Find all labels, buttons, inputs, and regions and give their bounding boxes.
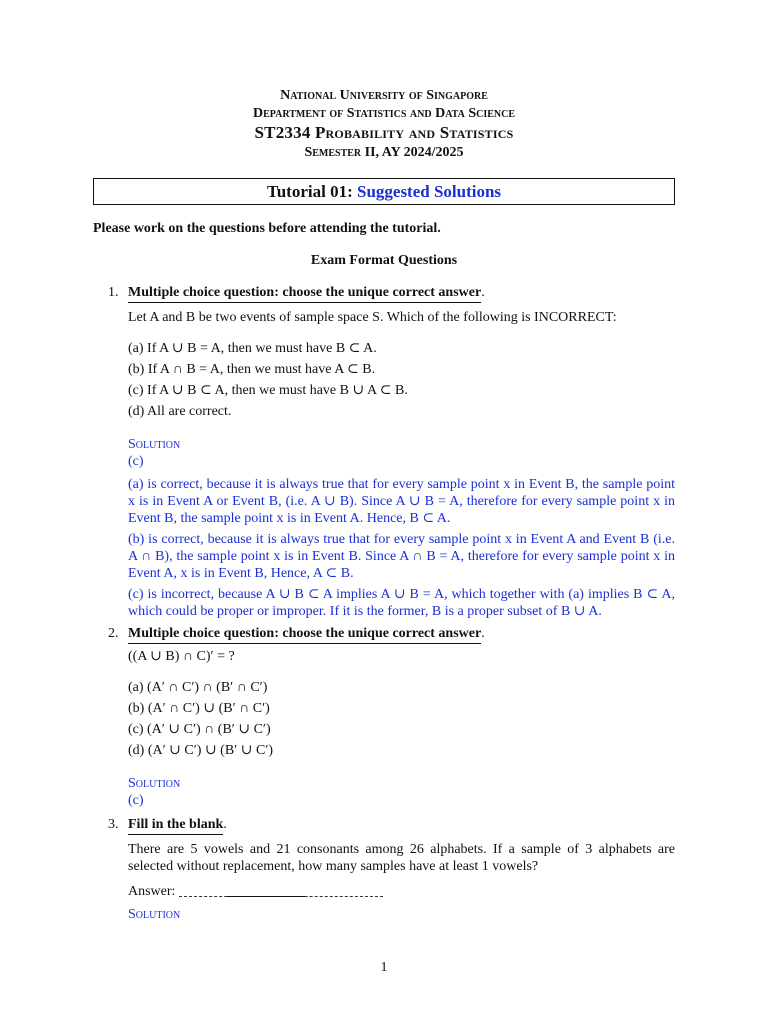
solution-label: Solution	[128, 907, 181, 922]
option-d: (d) (A′ ∪ C′) ∪ (B′ ∪ C′)	[128, 743, 274, 758]
options-list	[128, 677, 675, 761]
solution-label: Solution	[128, 776, 181, 791]
question-heading: Fill in the blank	[128, 816, 223, 835]
semester-line: Semester II, AY 2024/2025	[304, 145, 464, 160]
question-2: 2. Multiple choice question: choose the unique correct answer. ((A ∪ B) ∩ C)′ = ? (a) (A′ ∩ C′) ∩ (B′ ∩ C′) (b) (A′ ∩ C′) ∪ (B′ ∩ C′) (c) (A′ ∪ C′) ∩ (B′ ∪ C′) (d) (A′ ∪ C′) ∪ (B′ ∪ C′) Solution (c)	[128, 625, 675, 809]
tutorial-title-suffix: Suggested Solutions	[356, 182, 502, 201]
question-heading: Multiple choice question: choose the unique correct answer	[128, 625, 481, 644]
page-number: 1	[380, 960, 388, 975]
department-name: Department of Statistics and Data Science	[252, 106, 516, 121]
option-b: (b) If A ∩ B = A, then we must have A ⊂ B.	[128, 362, 376, 377]
solution-answer: (c)	[128, 454, 144, 469]
option-b: (b) (A′ ∩ C′) ∪ (B′ ∩ C′)	[128, 701, 270, 716]
solution-label: Solution	[128, 437, 181, 452]
question-number: 3.	[108, 817, 119, 832]
university-name: National University of Singapore	[280, 88, 488, 103]
explanation-a: (a) is correct, because it is always true that for every sample point x in Event B, the sample point x is in Event A or Event B, (i.e. A ∪ B). Since A ∪ B = A, therefore for every sample point x in Event B, the sample point x is in Event A. Hence, B ⊂ A.	[128, 477, 675, 526]
question-stem: There are 5 vowels and 21 consonants among 26 alphabets. If a sample of 3 alphabets are selected without replacement, how many samples have at least 1 vowels?	[128, 842, 675, 874]
options-list	[128, 338, 675, 422]
tutorial-title-box	[93, 178, 675, 205]
question-3: 3. Fill in the blank. There are 5 vowels and 21 consonants among 26 alphabets. If a sample of 3 alphabets are selected without replacement, how many samples have at least 1 vowels? Answer: Solution	[108, 817, 675, 922]
option-a: (a) If A ∪ B = A, then we must have B ⊂ A.	[128, 341, 377, 356]
question-heading: Multiple choice question: choose the unique correct answer	[128, 284, 481, 303]
solution-answer: (c)	[128, 793, 144, 808]
section-heading: Exam Format Questions	[310, 253, 458, 268]
option-a: (a) (A′ ∩ C′) ∩ (B′ ∩ C′)	[128, 680, 268, 695]
document-header	[0, 87, 768, 161]
answer-label: Answer:	[128, 884, 176, 899]
question-stem: Let A and B be two events of sample space S. Which of the following is INCORRECT:	[128, 310, 617, 325]
explanation-b: (b) is correct, because it is always true that for every sample point x in Event A and Event B (i.e. A ∩ B), the sample point x is in Event B. Since A ∩ B = A, therefore for every sample point x in Event A, x is in Event B, Hence, A ⊂ B.	[128, 532, 675, 581]
explanation-c: (c) is incorrect, because A ∪ B ⊂ A implies A ∪ B = A, which together with (a) implies B ⊂ A, which could be proper or improper. If it is the former, B is a proper subset of B ∪ A.	[128, 587, 675, 619]
answer-blank	[179, 886, 383, 897]
tutorial-title: Tutorial 01:	[266, 182, 357, 201]
question-number: 1.	[108, 285, 119, 300]
option-c: (c) If A ∪ B ⊂ A, then we must have B ∪ A ⊂ B.	[128, 383, 408, 398]
question-1: 1. Multiple choice question: choose the unique correct answer. Let A and B be two events of sample space S. Which of the following is INCORRECT: (a) If A ∪ B = A, then we must have B ⊂ A. (b) If A ∩ B = A, then we must have A ⊂ B. (c) If A ∪ B ⊂ A, then we must have B ∪ A ⊂ B. (d) All are correct. Solution (c) (a) is correct, because it is always true that for every sample point x in Event B, the sample point x is in Event A or Event B, (i.e. A ∪ B). Since A ∪ B = A, therefore for every sample point x in Event B, the sample point x is in Event A. Hence, B ⊂ A. (b) is correct, because it is always true that for every sample point x in Event A and Event B (i.e. A ∩ B), the sample point x is in Event B. Since A ∩ B = A, therefore for every sample point x in Event A, x is in Event B, Hence, A ⊂ B. (c) is incorrect, because A ∪ B ⊂ A implies A ∪ B = A, which together with (a) implies B ⊂ A, which could be proper or improper. If it is the former, B is a proper subset of B ∪ A.	[108, 285, 675, 619]
question-number: 2.	[108, 626, 119, 641]
option-c: (c) (A′ ∪ C′) ∩ (B′ ∪ C′)	[128, 722, 271, 737]
option-d: (d) All are correct.	[128, 404, 232, 419]
course-title: ST2334 Probability and Statistics	[254, 123, 514, 142]
question-stem: ((A ∪ B) ∩ C)′ = ?	[128, 649, 235, 664]
intro-instruction: Please work on the questions before attending the tutorial.	[93, 221, 441, 236]
answer-line	[128, 883, 675, 900]
